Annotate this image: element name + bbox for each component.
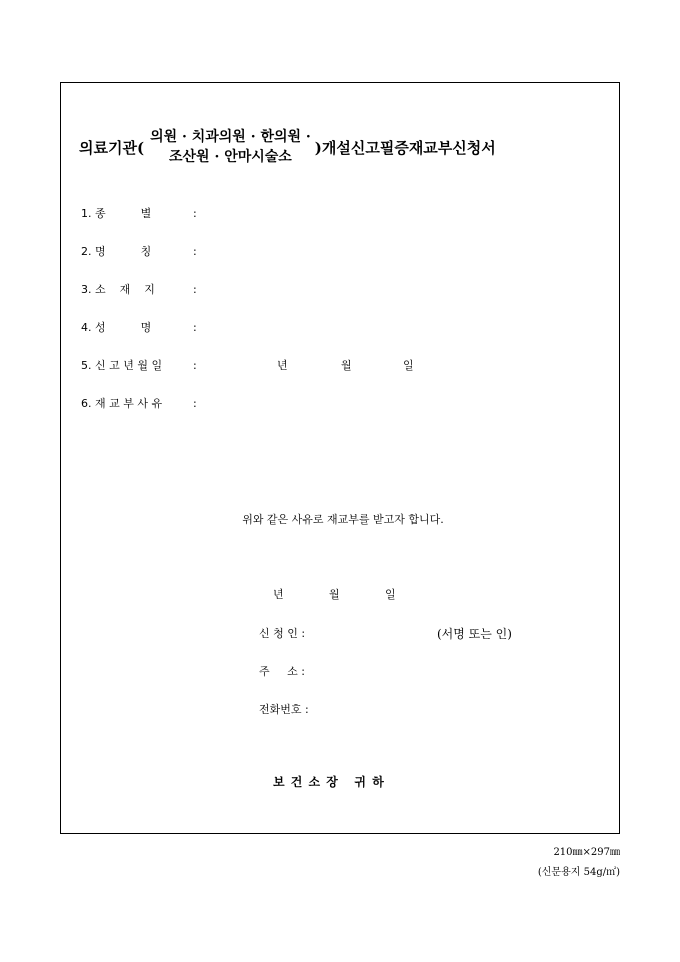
field-type-label: 1. 종 별 [81,207,152,220]
form-title [79,125,496,169]
field-type-colon: : [193,207,197,220]
report-date-day: 일 [403,359,414,372]
title-suffix: )개설신고필증재교부신청서 [314,138,496,157]
field-reissue-reason [81,395,197,433]
field-reissue-reason-colon: : [193,397,197,410]
field-name-colon: : [193,245,197,258]
field-person-name [81,319,197,357]
paper-spec [538,843,620,883]
institution-types-line1: 의원 · 치과의원 · 한의원 · [150,129,311,145]
field-location-colon: : [193,283,197,296]
phone-row [259,701,325,739]
field-location [81,281,197,319]
report-date-month: 월 [341,359,352,372]
title-prefix: 의료기관( [79,138,145,157]
sign-date-month: 월 [329,588,340,601]
field-report-date-label: 5. 신 고 년 월 일 [81,359,163,372]
report-date-year: 년 [277,359,288,372]
field-person-name-label: 4. 성 명 [81,321,152,334]
applicant-label: 신 청 인 : [259,627,306,640]
applicant-signature-note: (서명 또는 인) [437,627,512,641]
institution-types-line2: 조산원 · 안마시술소 [169,149,292,165]
field-reissue-reason-label: 6. 재 교 부 사 유 [81,397,163,410]
field-report-date [81,357,414,395]
form-fields [81,205,414,433]
paper-type: (신문용지 54g/㎡) [537,867,620,878]
recipient-line: 보 건 소 장 귀 하 [273,775,385,789]
phone-label: 전화번호 : [259,703,309,716]
field-type [81,205,197,243]
paper-size: 210㎜×297㎜ [553,847,620,858]
field-person-name-colon: : [193,321,197,334]
field-name-label: 2. 명 칭 [81,245,152,258]
signature-block [259,625,512,739]
address-row [259,663,325,701]
field-report-date-colon: : [193,359,197,372]
form-frame [60,82,620,834]
institution-types [144,127,315,167]
sign-date-day: 일 [385,588,396,601]
field-location-label: 3. 소 재 지 [81,283,155,296]
address-label: 주 소 : [259,665,305,678]
field-name [81,243,197,281]
applicant-row [259,625,512,663]
sign-date-year: 년 [273,588,284,601]
declaration-text: 위와 같은 사유로 재교부를 받고자 합니다. [242,513,444,526]
